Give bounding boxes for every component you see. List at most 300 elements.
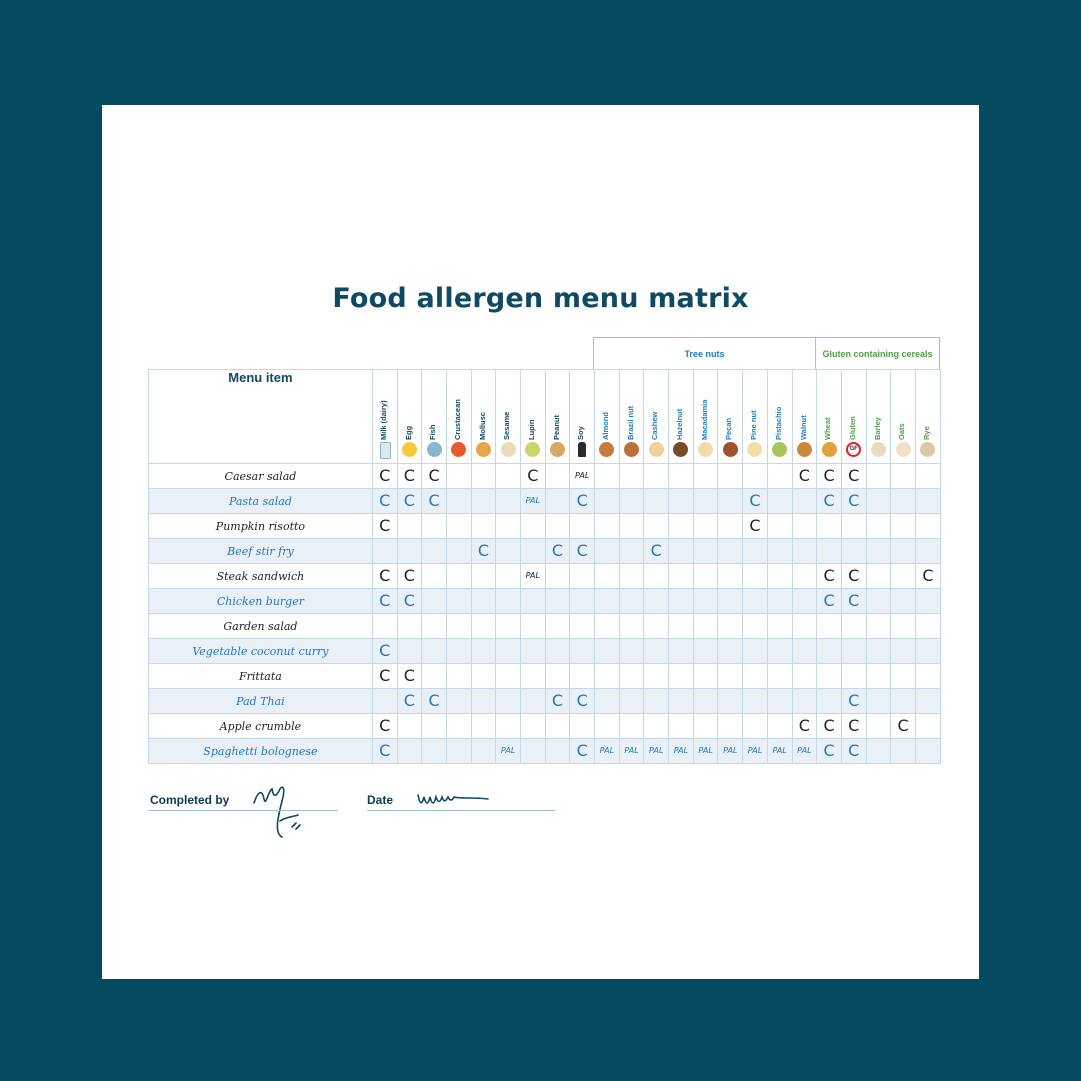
milk-icon bbox=[380, 442, 391, 459]
matrix-cell bbox=[471, 664, 496, 689]
matrix-cell bbox=[422, 739, 447, 764]
menu-item-name: Frittata bbox=[149, 664, 373, 689]
column-header-soy bbox=[570, 370, 595, 464]
matrix-cell bbox=[915, 589, 940, 614]
matrix-cell bbox=[866, 689, 891, 714]
column-header-cashew bbox=[644, 370, 669, 464]
column-label: Crustacean bbox=[452, 399, 462, 440]
matrix-cell bbox=[545, 564, 570, 589]
matrix-cell bbox=[619, 639, 644, 664]
matrix-cell bbox=[718, 539, 743, 564]
matrix-cell bbox=[718, 514, 743, 539]
matrix-cell bbox=[693, 589, 718, 614]
matrix-cell: C bbox=[891, 714, 916, 739]
table-row bbox=[149, 614, 941, 639]
column-header-peanut bbox=[545, 370, 570, 464]
matrix-cell bbox=[891, 514, 916, 539]
matrix-cell bbox=[718, 489, 743, 514]
column-label: Wheat bbox=[823, 417, 833, 440]
matrix-cell bbox=[545, 739, 570, 764]
matrix-cell bbox=[545, 514, 570, 539]
matrix-cell bbox=[669, 464, 694, 489]
date-line bbox=[367, 810, 555, 811]
menu-item-name: Garden salad bbox=[149, 614, 373, 639]
column-label: Brazil nut bbox=[625, 405, 635, 440]
matrix-cell bbox=[520, 664, 545, 689]
matrix-cell: C bbox=[372, 664, 397, 689]
matrix-cell bbox=[915, 639, 940, 664]
menu-item-name: Pad Thai bbox=[149, 689, 373, 714]
matrix-cell bbox=[866, 614, 891, 639]
matrix-cell bbox=[792, 614, 817, 639]
matrix-cell bbox=[595, 714, 620, 739]
matrix-cell bbox=[496, 689, 521, 714]
matrix-cell bbox=[520, 589, 545, 614]
matrix-cell: C bbox=[644, 539, 669, 564]
matrix-cell bbox=[422, 539, 447, 564]
matrix-cell bbox=[669, 564, 694, 589]
column-label: Mollusc bbox=[477, 412, 487, 440]
matrix-cell bbox=[669, 664, 694, 689]
column-label: Oats bbox=[897, 423, 907, 440]
matrix-cell bbox=[397, 614, 422, 639]
column-header-brazil-nut bbox=[619, 370, 644, 464]
matrix-cell bbox=[619, 689, 644, 714]
column-label: Almond bbox=[601, 412, 611, 440]
matrix-cell bbox=[891, 489, 916, 514]
matrix-cell: C bbox=[422, 464, 447, 489]
matrix-cell bbox=[422, 714, 447, 739]
egg-icon bbox=[402, 442, 417, 457]
matrix-cell bbox=[496, 514, 521, 539]
table-row bbox=[149, 514, 941, 539]
column-label: Macadamia bbox=[699, 399, 709, 440]
matrix-cell bbox=[644, 614, 669, 639]
matrix-cell bbox=[619, 714, 644, 739]
matrix-cell bbox=[743, 664, 768, 689]
matrix-cell bbox=[545, 489, 570, 514]
matrix-cell: C bbox=[372, 739, 397, 764]
menu-item-name: Vegetable coconut curry bbox=[149, 639, 373, 664]
matrix-cell: C bbox=[570, 489, 595, 514]
matrix-cell bbox=[718, 689, 743, 714]
matrix-cell: C bbox=[817, 564, 842, 589]
matrix-cell bbox=[471, 689, 496, 714]
matrix-cell bbox=[496, 539, 521, 564]
column-label: Fish bbox=[428, 424, 438, 440]
matrix-cell: PAL bbox=[496, 739, 521, 764]
fish-icon bbox=[427, 442, 442, 457]
matrix-cell bbox=[496, 489, 521, 514]
matrix-cell: PAL bbox=[743, 739, 768, 764]
column-header-gluten bbox=[841, 370, 866, 464]
matrix-cell bbox=[792, 664, 817, 689]
matrix-cell bbox=[520, 689, 545, 714]
matrix-cell bbox=[669, 614, 694, 639]
date-label: Date bbox=[367, 793, 394, 807]
matrix-cell bbox=[915, 514, 940, 539]
matrix-cell bbox=[767, 514, 792, 539]
matrix-cell: PAL bbox=[520, 489, 545, 514]
column-header-pine-nut bbox=[743, 370, 768, 464]
menu-item-name: Pumpkin risotto bbox=[149, 514, 373, 539]
matrix-cell: C bbox=[372, 564, 397, 589]
matrix-cell bbox=[570, 639, 595, 664]
matrix-cell bbox=[718, 714, 743, 739]
column-label: Hazelnut bbox=[675, 408, 685, 440]
matrix-cell: C bbox=[792, 714, 817, 739]
matrix-cell: C bbox=[397, 564, 422, 589]
matrix-cell bbox=[446, 539, 471, 564]
matrix-cell: C bbox=[397, 689, 422, 714]
matrix-cell bbox=[372, 689, 397, 714]
column-label: Pine nut bbox=[749, 410, 759, 440]
table-row bbox=[149, 639, 941, 664]
matrix-cell bbox=[545, 464, 570, 489]
allergen-matrix-sheet bbox=[102, 105, 979, 979]
matrix-cell bbox=[915, 539, 940, 564]
menu-item-name: Spaghetti bolognese bbox=[149, 739, 373, 764]
matrix-cell bbox=[471, 639, 496, 664]
table-row bbox=[149, 739, 941, 764]
header-row bbox=[149, 370, 941, 464]
matrix-cell bbox=[693, 689, 718, 714]
matrix-cell bbox=[446, 489, 471, 514]
matrix-cell bbox=[792, 564, 817, 589]
matrix-cell bbox=[718, 564, 743, 589]
wheat-icon bbox=[822, 442, 837, 457]
column-label: Milk (dairy) bbox=[378, 400, 388, 440]
matrix-cell bbox=[446, 689, 471, 714]
matrix-cell bbox=[891, 689, 916, 714]
matrix-cell: PAL bbox=[570, 464, 595, 489]
matrix-cell bbox=[669, 539, 694, 564]
column-label: Barley bbox=[872, 417, 882, 440]
group-header-tree-nuts: Tree nuts bbox=[593, 337, 816, 369]
lupin-icon bbox=[525, 442, 540, 457]
matrix-cell bbox=[372, 614, 397, 639]
matrix-cell: C bbox=[841, 464, 866, 489]
matrix-cell bbox=[422, 639, 447, 664]
matrix-cell bbox=[595, 464, 620, 489]
matrix-cell: PAL bbox=[693, 739, 718, 764]
matrix-cell bbox=[595, 614, 620, 639]
matrix-cell bbox=[718, 664, 743, 689]
table-row bbox=[149, 714, 941, 739]
matrix-cell bbox=[570, 614, 595, 639]
matrix-cell bbox=[792, 539, 817, 564]
matrix-cell bbox=[520, 739, 545, 764]
matrix-cell bbox=[496, 564, 521, 589]
matrix-cell bbox=[915, 614, 940, 639]
column-header-rye bbox=[915, 370, 940, 464]
matrix-cell bbox=[841, 614, 866, 639]
matrix-cell bbox=[792, 589, 817, 614]
matrix-cell bbox=[693, 539, 718, 564]
matrix-cell bbox=[570, 589, 595, 614]
matrix-cell bbox=[446, 739, 471, 764]
matrix-cell bbox=[693, 489, 718, 514]
matrix-cell bbox=[693, 714, 718, 739]
column-header-wheat bbox=[817, 370, 842, 464]
matrix-cell bbox=[520, 539, 545, 564]
matrix-cell bbox=[718, 639, 743, 664]
column-header-pecan bbox=[718, 370, 743, 464]
matrix-cell bbox=[718, 589, 743, 614]
column-label: Cashew bbox=[650, 411, 660, 440]
matrix-cell bbox=[644, 664, 669, 689]
column-header-almond bbox=[595, 370, 620, 464]
peanut-icon bbox=[550, 442, 565, 457]
matrix-cell bbox=[446, 664, 471, 689]
matrix-cell: C bbox=[792, 464, 817, 489]
matrix-cell bbox=[866, 464, 891, 489]
gluten-free-icon: GF bbox=[846, 442, 861, 457]
matrix-cell bbox=[471, 514, 496, 539]
brazil-nut-icon bbox=[624, 442, 639, 457]
matrix-cell bbox=[496, 614, 521, 639]
column-header-crustacean bbox=[446, 370, 471, 464]
matrix-cell bbox=[471, 489, 496, 514]
matrix-cell: C bbox=[471, 539, 496, 564]
matrix-cell bbox=[718, 464, 743, 489]
matrix-cell bbox=[422, 514, 447, 539]
matrix-cell: C bbox=[422, 689, 447, 714]
matrix-cell bbox=[792, 514, 817, 539]
matrix-cell bbox=[891, 464, 916, 489]
matrix-cell bbox=[644, 514, 669, 539]
matrix-cell bbox=[767, 714, 792, 739]
column-label: Peanut bbox=[551, 414, 561, 440]
pistachio-icon bbox=[772, 442, 787, 457]
matrix-cell bbox=[743, 689, 768, 714]
matrix-cell: C bbox=[841, 489, 866, 514]
cashew-icon bbox=[649, 442, 664, 457]
matrix-cell bbox=[669, 639, 694, 664]
hazelnut-icon bbox=[673, 442, 688, 457]
matrix-cell bbox=[693, 639, 718, 664]
matrix-cell bbox=[891, 589, 916, 614]
matrix-cell bbox=[422, 614, 447, 639]
matrix-cell: C bbox=[372, 464, 397, 489]
matrix-cell bbox=[669, 714, 694, 739]
column-header-oats bbox=[891, 370, 916, 464]
matrix-cell bbox=[397, 639, 422, 664]
matrix-cell bbox=[644, 639, 669, 664]
matrix-cell bbox=[422, 589, 447, 614]
date-scribble-icon bbox=[416, 789, 492, 809]
matrix-cell bbox=[520, 514, 545, 539]
matrix-cell bbox=[891, 539, 916, 564]
menu-item-name: Apple crumble bbox=[149, 714, 373, 739]
menu-item-name: Steak sandwich bbox=[149, 564, 373, 589]
matrix-cell bbox=[915, 664, 940, 689]
matrix-cell bbox=[841, 664, 866, 689]
matrix-cell bbox=[866, 564, 891, 589]
matrix-cell: C bbox=[372, 714, 397, 739]
matrix-cell: C bbox=[915, 564, 940, 589]
matrix-cell bbox=[743, 639, 768, 664]
matrix-cell bbox=[595, 639, 620, 664]
matrix-cell bbox=[644, 489, 669, 514]
matrix-cell bbox=[446, 514, 471, 539]
matrix-cell: C bbox=[817, 464, 842, 489]
matrix-cell bbox=[397, 514, 422, 539]
column-label: Sesame bbox=[502, 411, 512, 440]
column-header-fish bbox=[422, 370, 447, 464]
table-row bbox=[149, 664, 941, 689]
crustacean-icon bbox=[451, 442, 466, 457]
matrix-cell bbox=[792, 689, 817, 714]
matrix-cell: C bbox=[743, 489, 768, 514]
matrix-cell: C bbox=[817, 589, 842, 614]
matrix-cell: C bbox=[841, 589, 866, 614]
matrix-cell bbox=[545, 589, 570, 614]
matrix-cell bbox=[570, 514, 595, 539]
matrix-cell bbox=[545, 664, 570, 689]
matrix-cell: C bbox=[397, 664, 422, 689]
matrix-cell: C bbox=[570, 539, 595, 564]
matrix-cell bbox=[644, 589, 669, 614]
matrix-cell bbox=[693, 564, 718, 589]
matrix-cell bbox=[496, 639, 521, 664]
matrix-cell bbox=[718, 614, 743, 639]
matrix-cell: C bbox=[422, 489, 447, 514]
matrix-cell: C bbox=[397, 589, 422, 614]
table-row bbox=[149, 539, 941, 564]
matrix-cell bbox=[446, 639, 471, 664]
matrix-cell: C bbox=[545, 689, 570, 714]
menu-item-name: Caesar salad bbox=[149, 464, 373, 489]
matrix-cell bbox=[915, 489, 940, 514]
allergen-matrix-table bbox=[148, 369, 941, 764]
matrix-cell bbox=[471, 464, 496, 489]
column-header-barley bbox=[866, 370, 891, 464]
matrix-cell bbox=[915, 689, 940, 714]
table-row bbox=[149, 589, 941, 614]
matrix-cell bbox=[915, 464, 940, 489]
matrix-cell bbox=[471, 614, 496, 639]
barley-icon bbox=[871, 442, 886, 457]
matrix-cell bbox=[767, 489, 792, 514]
menu-item-name: Beef stir fry bbox=[149, 539, 373, 564]
matrix-cell bbox=[446, 464, 471, 489]
mollusc-icon bbox=[476, 442, 491, 457]
matrix-cell bbox=[743, 564, 768, 589]
matrix-cell bbox=[743, 539, 768, 564]
matrix-cell bbox=[792, 489, 817, 514]
sesame-icon bbox=[501, 442, 516, 457]
matrix-cell bbox=[595, 564, 620, 589]
menu-item-header: Menu item bbox=[149, 370, 373, 464]
matrix-cell bbox=[619, 514, 644, 539]
matrix-cell bbox=[866, 739, 891, 764]
matrix-cell: C bbox=[570, 739, 595, 764]
matrix-cell bbox=[915, 714, 940, 739]
matrix-cell bbox=[743, 614, 768, 639]
matrix-cell bbox=[866, 589, 891, 614]
matrix-cell bbox=[422, 564, 447, 589]
matrix-cell bbox=[397, 739, 422, 764]
soy-icon bbox=[578, 442, 586, 457]
matrix-cell bbox=[446, 714, 471, 739]
matrix-cell bbox=[767, 614, 792, 639]
matrix-cell bbox=[446, 589, 471, 614]
matrix-cell bbox=[422, 664, 447, 689]
matrix-cell: C bbox=[841, 739, 866, 764]
matrix-cell: PAL bbox=[644, 739, 669, 764]
matrix-cell bbox=[817, 689, 842, 714]
matrix-cell bbox=[619, 489, 644, 514]
matrix-cell: C bbox=[372, 639, 397, 664]
matrix-cell: C bbox=[397, 464, 422, 489]
matrix-cell bbox=[693, 614, 718, 639]
matrix-cell bbox=[767, 539, 792, 564]
matrix-cell bbox=[619, 564, 644, 589]
matrix-cell: C bbox=[841, 564, 866, 589]
column-label: Gluten bbox=[847, 416, 857, 440]
matrix-cell bbox=[767, 689, 792, 714]
matrix-cell bbox=[619, 614, 644, 639]
matrix-cell: C bbox=[372, 514, 397, 539]
table-row bbox=[149, 564, 941, 589]
matrix-cell: PAL bbox=[669, 739, 694, 764]
matrix-cell bbox=[792, 639, 817, 664]
column-label: Pistachio bbox=[773, 406, 783, 440]
matrix-cell bbox=[743, 464, 768, 489]
walnut-icon bbox=[797, 442, 812, 457]
matrix-cell bbox=[595, 514, 620, 539]
column-header-lupin bbox=[520, 370, 545, 464]
matrix-cell bbox=[817, 514, 842, 539]
matrix-cell bbox=[397, 714, 422, 739]
matrix-cell bbox=[841, 514, 866, 539]
matrix-cell bbox=[866, 514, 891, 539]
matrix-cell bbox=[397, 539, 422, 564]
matrix-cell: PAL bbox=[792, 739, 817, 764]
matrix-cell bbox=[619, 589, 644, 614]
matrix-cell bbox=[891, 739, 916, 764]
matrix-cell bbox=[866, 489, 891, 514]
matrix-cell bbox=[817, 664, 842, 689]
almond-icon bbox=[599, 442, 614, 457]
page-title: Food allergen menu matrix bbox=[332, 283, 749, 314]
matrix-cell bbox=[817, 539, 842, 564]
column-header-mollusc bbox=[471, 370, 496, 464]
matrix-cell bbox=[545, 639, 570, 664]
matrix-cell bbox=[693, 664, 718, 689]
matrix-cell bbox=[619, 539, 644, 564]
matrix-cell: C bbox=[372, 489, 397, 514]
matrix-cell bbox=[570, 714, 595, 739]
matrix-cell bbox=[644, 714, 669, 739]
pecan-icon bbox=[723, 442, 738, 457]
matrix-cell: PAL bbox=[718, 739, 743, 764]
menu-item-name: Pasta salad bbox=[149, 489, 373, 514]
matrix-cell bbox=[669, 589, 694, 614]
matrix-cell bbox=[767, 464, 792, 489]
matrix-cell bbox=[644, 689, 669, 714]
matrix-cell bbox=[496, 664, 521, 689]
matrix-cell bbox=[644, 464, 669, 489]
matrix-cell bbox=[545, 614, 570, 639]
matrix-cell: PAL bbox=[520, 564, 545, 589]
matrix-cell bbox=[595, 689, 620, 714]
matrix-cell: C bbox=[817, 739, 842, 764]
matrix-cell bbox=[915, 739, 940, 764]
table-row bbox=[149, 489, 941, 514]
matrix-cell bbox=[595, 589, 620, 614]
